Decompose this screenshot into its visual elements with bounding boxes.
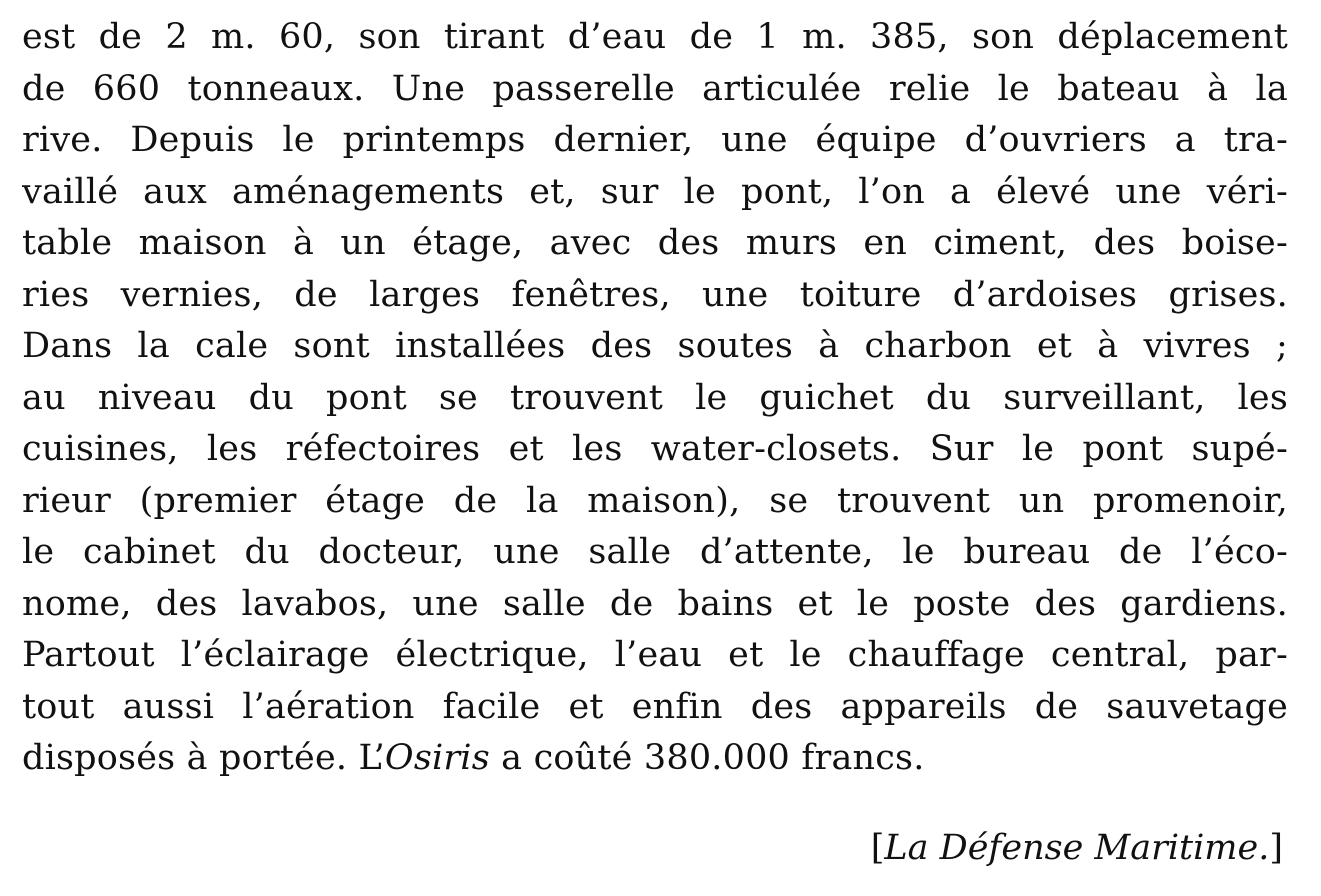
text-line: rieur (premier étage de la maison), se trouvent un promenoir, <box>22 480 1288 521</box>
text-line: Dans la cale sont installées des soutes à charbon et à vivres ; <box>22 326 1288 366</box>
source-title: La Défense Maritime. <box>884 828 1270 868</box>
close-bracket: ] <box>1269 828 1283 868</box>
text-line: vaillé aux aménagements et, sur le pont, l’on a élevé une véri- <box>22 171 1288 212</box>
text-line: table maison à un étage, avec des murs en ciment, des boise- <box>22 223 1288 263</box>
text-line: le cabinet du docteur, une salle d’attente, le bureau de l’éco- <box>22 532 1288 572</box>
final-line-start: disposés à portée. L’ <box>22 738 385 778</box>
text-line: Partout l’éclairage électrique, l’eau et le chauffage central, par- <box>22 635 1288 675</box>
source-attribution <box>871 822 1283 874</box>
final-line-end: a coûté 380.000 francs. <box>489 738 925 778</box>
text-line: nome, des lavabos, une salle de bains et le poste des gardiens. <box>22 583 1288 624</box>
ship-name: Osiris <box>384 738 490 778</box>
text-line: est de 2 m. 60, son tirant d’eau de 1 m. 385, son déplacement <box>22 17 1288 57</box>
text-line: cuisines, les réfectoires et les water-closets. Sur le pont supé- <box>22 429 1288 469</box>
text-line: au niveau du pont se trouvent le guichet du surveillant, les <box>22 377 1288 418</box>
article-text <box>22 12 1288 785</box>
text-line: ries vernies, de larges fenêtres, une toiture d’ardoises grises. <box>22 274 1288 315</box>
text-line: de 660 tonneaux. Une passerelle articulée relie le bateau à la <box>22 68 1288 109</box>
text-line: rive. Depuis le printemps dernier, une équipe d’ouvriers a tra- <box>22 120 1288 160</box>
open-bracket: [ <box>870 828 885 868</box>
text-line: tout aussi l’aération facile et enfin des appareils de sauvetage <box>22 686 1288 727</box>
text-line-final <box>22 733 1288 785</box>
